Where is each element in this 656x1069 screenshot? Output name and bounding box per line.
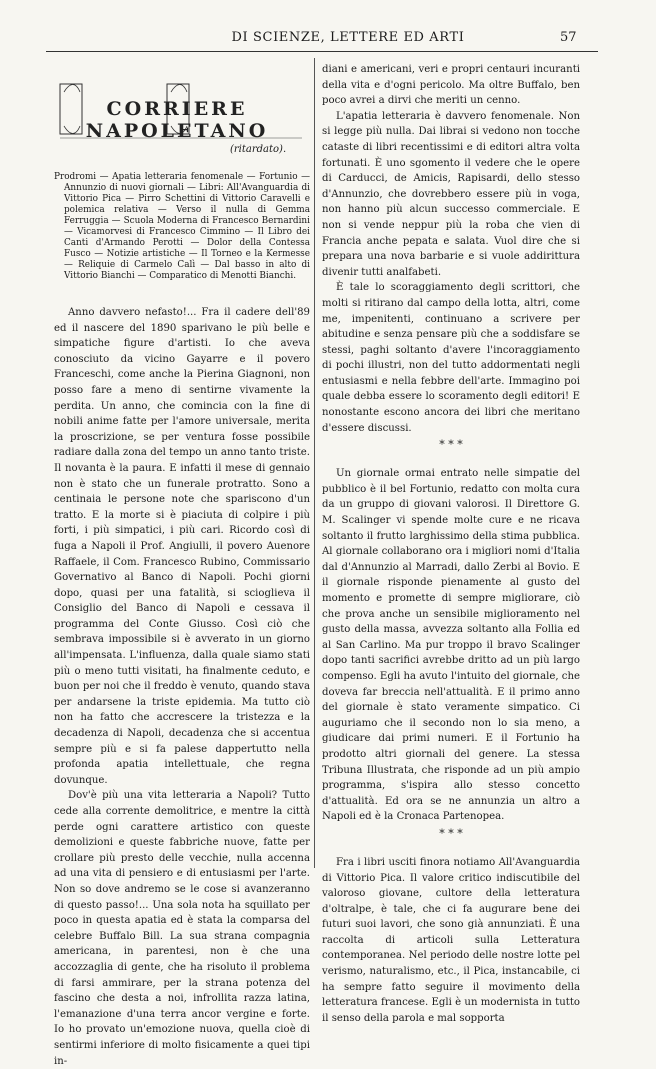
- page-number: 57: [560, 30, 577, 45]
- right-paragraph-fortunio: Un giornale ormai entrato nelle simpatie del pubblico è il bel Fortunio, redatto con molta cura da un gruppo di giovani valorosi. Il Direttore G. M. Scalinger vi spende molte cure e ne ricava soltanto il frutto larghissimo della stima pubblica. Al giornale collaborano ora i migliori nomi d'Italia dal d'Annunzio al Marradi, dallo Zerbi al Bovio. E il giornale risponde pienamente al gusto del momento e promette di sempre migliorare, ciò che prova anche un sensibile miglioramento nel gusto della massa, avvezza soltanto alla Follia ed al San Carlino. Ma pur troppo il bravo Scalinger dopo tanti sacrifici avrebbe dritto ad un più largo compenso. Egli ha avuto l'intuito del giornale, che doveva far breccia nell'attualità. E il primo anno del giornale è stato veramente simpatico. Ci auguriamo che il secondo non lo sia meno, a giudicare dai primi numeri. E il Fortunio ha prodotto altri giornali del genere. La stessa Tribuna Illustrata, che risponde ad un più ampio programma, s'ispira allo stesso concetto d'attualità. Ed ora se ne annunzia un altro a Napoli ed è la Cronaca Partenopea.: [322, 468, 580, 823]
- left-paragraph-1: Anno davvero nefasto!... Fra il cadere dell'89 ed il nascere del 1890 sparivano le più belle e simpatiche figure d'artisti. Io che aveva conosciuto da vicino Gayarre e il povero Franceschi, come anche la Pierina Giagnoni, non posso fare a meno di sentirne vivamente la perdita. Un anno, che comincia con la fine di nobili anime fatte per l'amore universale, merita la proscrizione, se per ventura fosse possibile radiare dalla zona del tempo un anno tanto triste. Il novanta è la paura. E infatti il mese di gennaio non è stato che un funerale protratto. Sono a centinaia le persone note che spariscono d'un tratto. E la morte si è piaciuta di colpire i più forti, i più simpatici, i più cari. Ricordo così di fuga a Napoli il Prof. Angiulli, il povero Auenore Raffaele, il Com. Francesco Rubino, Commissario Governativo al Banco di Napoli. Pochi giorni dopo, quasi per una fatalità, si scioglieva il Consiglio del Banco di Napoli e cessava il programma del Conte Giusso. Così ciò che sembrava impossibile si è avverato in un giorno all'impensata. L'influenza, dalla quale siamo stati più o meno tutti visitati, ha finalmente ceduto, e buon per noi che il freddo è venuto, quando stava per andarsene la triste epidemia. Ma tutto ciò non ha fatto che accrescere la tristezza e la decadenza di Napoli, decadenza che si accentua sempre più e si fa palese dappertutto nella profonda apatia intellettuale, che regna dovunque.: [54, 307, 310, 786]
- summary-text: Prodromi — Apatia letteraria fenomenale — Fortunio — Annunzio di nuovi giornali — Libri: All'Avanguardia di Vittorio Pica — Pirro Schettini di Vittorio Caravelli e polemica relativa — Verso il nulla di Gemma Ferruggia — Scuola Moderna di Francesco Bernardini — Vicamorvesi di Francesco Cimmino — Il Libro dei Canti d'Armando Perotti — Dolor della Contessa Fusco — Notizie artistiche — Il Torneo e la Kermesse — Reliquie di Carmelo Calì — Dal basso in alto di Vittorio Bianchi — Comparatico di Menotti Bianchi.: [54, 172, 310, 281]
- masthead-title: CORRIERE NAPOLETANO: [85, 98, 269, 142]
- section-separator-1: * * *: [439, 438, 463, 452]
- right-paragraph-libri: Fra i libri usciti finora notiamo All'Avanguardia di Vittorio Pica. Il valore critico indiscutibile del valoroso giovane, cultore della letteratura d'oltralpe, è tale, che ci fa augurare bene dei futuri suoi lavori, che sono già annunziati. È una raccolta di articoli sulla Letteratura contemporanea. Nel periodo delle nostre lotte pel verismo, naturalismo, etc., il Pica, instancabile, ci ha sempre fatto seguire il movimento della letteratura francese. Egli è un modernista in tutto il senso della parola e mal sopporta: [322, 856, 580, 1024]
- header-rule: [46, 51, 598, 52]
- right-continuation: diani e americani, veri e propri centauri incuranti della vita e d'ogni pericolo. Ma oltre Buffalo, ben poco avrei a dirvi che meriti un cenno.: [322, 64, 580, 107]
- left-paragraph-2: Dov'è più una vita letteraria a Napoli? Tutto cede alla corrente demolitrice, e mentre la città perde ogni carattere artistico con queste demolizioni e queste fabbriche nuove, fatte per crollare più presto delle vecchie, nulla accenna ad una vita di pensiero e di entusiasmi per l'arte. Non so dove andremo se le cose si avanzeranno di questo passo!... Una sola nota ha squillato per poco in questa apatia ed è stata la comparsa del celebre Buffalo Bill. La sua strana compagnia americana, in parentesi, non è che una accozzaglia di gente, che ha risoluto il problema di farsi ammirare, per la strana potenza del fascino che desta a noi, infrollita razza latina, l'emanazione d'una terra ancor vergine e forte. Io ho provato un'emozione nuova, quella cioè di sentirmi inferiore di molto fisicamente a quei tipi in-: [54, 790, 310, 1067]
- byline: (ritardato).: [230, 144, 287, 155]
- page-header: [0, 0, 656, 52]
- section-summary: [54, 172, 310, 282]
- right-paragraph-1: L'apatia letteraria è davvero fenomenale. Non si legge più nulla. Dai librai si vedono non tocche cataste di libri recentissimi e di editori altra volta fortunati. È uno sgomento il vedere che le opere di Carducci, de Amicis, Rapisardi, dello stesso d'Annunzio, che dovrebbero essere più in voga, non hanno più alcun successo commerciale. E non si vende neppur più la roba che vien di Francia anche pepata e salata. Vuol dire che si prepara una nova barbarie e si vuole addirittura divenir tutti analfabeti.: [322, 110, 580, 278]
- running-title: DI SCIENZE, LETTERE ED ARTI: [231, 30, 465, 45]
- right-paragraph-2: È tale lo scoraggiamento degli scrittori, che molti si ritirano dal campo della lotta, altri, come me, impenitenti, continuano a scrivere per abitudine e senza pensare più che a soddisfare se stessi, paghi soltanto d'avere l'incoraggiamento di pochi illustri, non del tutto addormentati negli entusiasmi e nella febbre dell'arte. Immagino poi quale debba essere lo scoramento degli editori! E nonostante escono ancora dei libri che meritano d'essere discussi.: [322, 282, 580, 434]
- left-column: [54, 305, 310, 1069]
- column-divider: [314, 58, 315, 868]
- section-separator-2: * * *: [439, 826, 463, 840]
- right-column: [322, 62, 580, 1026]
